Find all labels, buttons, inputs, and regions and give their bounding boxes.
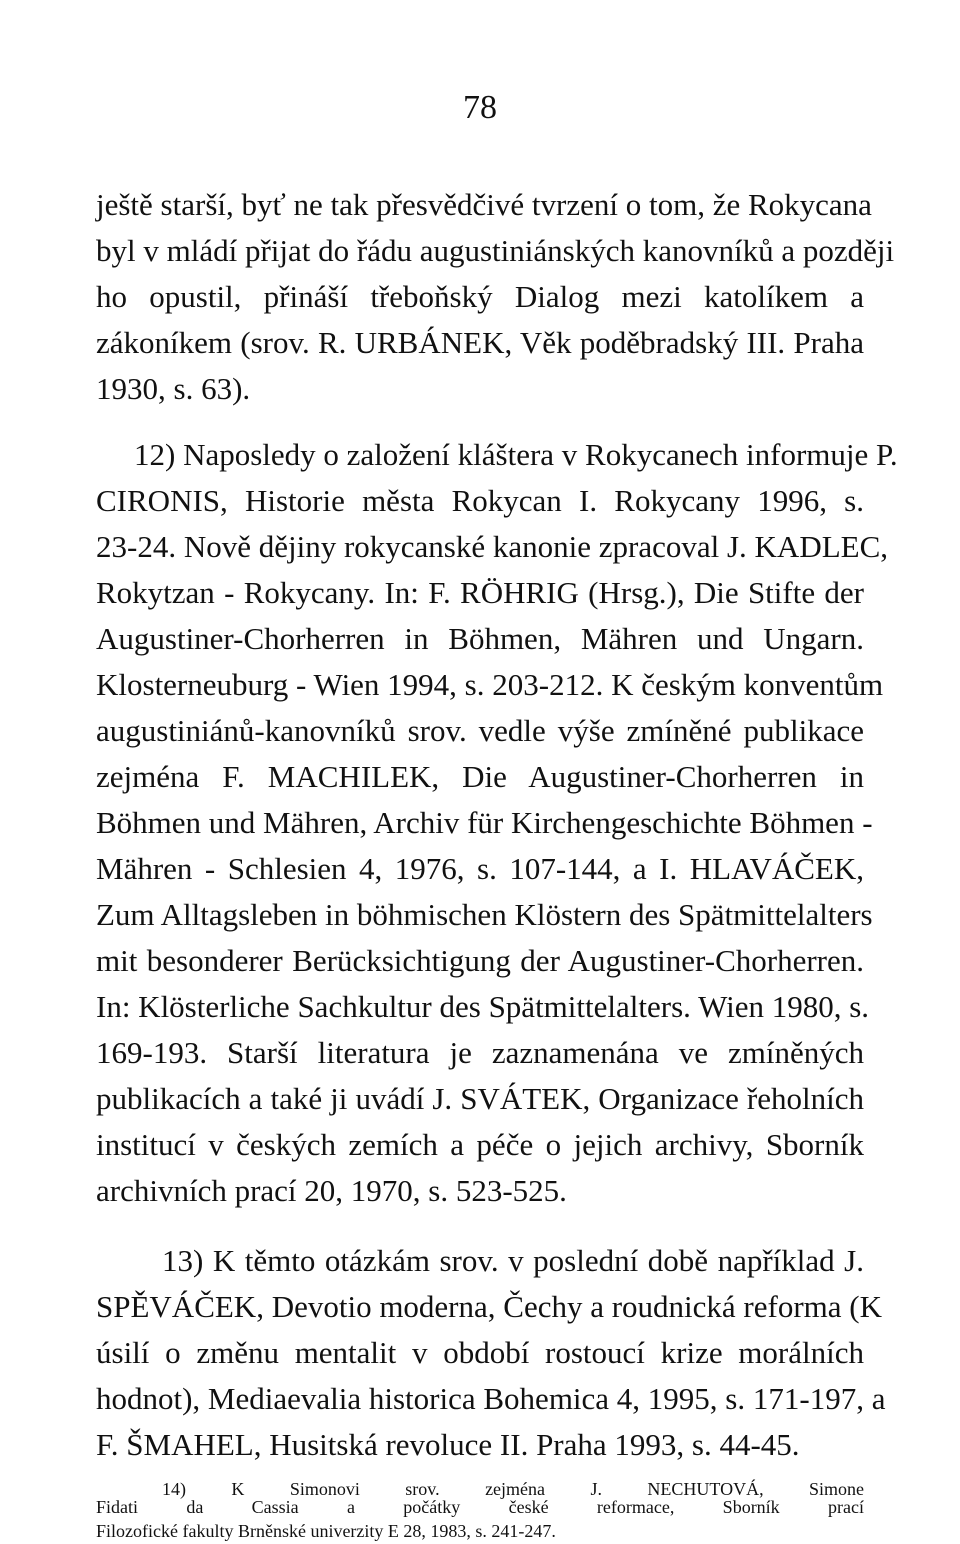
text-line: Filozofické fakulty Brněnské univerzity E 28, 1983, s. 241-247. — [96, 1521, 556, 1541]
text-line: institucí v českých zemích a péče o jejich archivy, Sborník — [96, 1127, 864, 1162]
footnote-12-first-line: 12) Naposledy o založení kláštera v Rokycanech informuje P. — [134, 437, 898, 472]
text-line: zákoníkem (srov. R. URBÁNEK, Věk poděbradský III. Praha — [96, 325, 864, 360]
text-line: ještě starší, byť ne tak přesvědčivé tvrzení o tom, že Rokycana — [96, 187, 872, 222]
text-line: Zum Alltagsleben in böhmischen Klöstern des Spätmittelalters — [96, 897, 873, 932]
footnote-13-first-line: 13) K těmto otázkám srov. v poslední době například J. — [162, 1243, 864, 1278]
footnote-14-first-line: 14) K Simonovi srov. zejména J. NECHUTOVÁ, Simone — [162, 1479, 864, 1499]
text-line: Klosterneuburg - Wien 1994, s. 203-212. K českým konventům — [96, 667, 884, 702]
text-line: augustiniánů-kanovníků srov. vedle výše zmíněné publikace — [96, 713, 864, 748]
text-line: 1930, s. 63). — [96, 371, 251, 406]
text-line: úsilí o změnu mentalit v období rostoucí krize morálních — [96, 1335, 864, 1370]
text-line: Augustiner-Chorherren in Böhmen, Mähren und Ungarn. — [96, 621, 864, 656]
text-line: In: Klösterliche Sachkultur des Spätmittelalters. Wien 1980, s. — [96, 989, 870, 1024]
text-line: Rokytzan - Rokycany. In: F. RÖHRIG (Hrsg.), Die Stifte der — [96, 575, 864, 610]
text-line: SPĚVÁČEK, Devotio moderna, Čechy a roudnická reforma (K — [96, 1289, 882, 1324]
text-line: publikacích a také ji uvádí J. SVÁTEK, Organizace řeholních — [96, 1081, 864, 1116]
text-line: Böhmen und Mähren, Archiv für Kirchengeschichte Böhmen - — [96, 805, 873, 840]
text-line: archivních prací 20, 1970, s. 523-525. — [96, 1173, 567, 1208]
text-line: ho opustil, přináší třeboňský Dialog mezi katolíkem a — [96, 279, 864, 314]
text-line: hodnot), Mediaevalia historica Bohemica 4, 1995, s. 171-197, a — [96, 1381, 886, 1416]
text-line: byl v mládí přijat do řádu augustiniánských kanovníků a později — [96, 233, 895, 268]
text-line: Fidati da Cassia a počátky české reformace, Sborník prací — [96, 1497, 864, 1517]
text-line: Mähren - Schlesien 4, 1976, s. 107-144, a I. HLAVÁČEK, — [96, 851, 864, 886]
text-line: CIRONIS, Historie města Rokycan I. Rokycany 1996, s. — [96, 483, 864, 518]
page-number: 78 — [463, 89, 497, 126]
text-line: 169-193. Starší literatura je zaznamenána ve zmíněných — [96, 1035, 864, 1070]
text-line: 23-24. Nově dějiny rokycanské kanonie zpracoval J. KADLEC, — [96, 529, 888, 564]
text-line: mit besonderer Berücksichtigung der Augustiner-Chorherren. — [96, 943, 864, 978]
text-line: F. ŠMAHEL, Husitská revoluce II. Praha 1993, s. 44-45. — [96, 1427, 800, 1462]
text-line: zejména F. MACHILEK, Die Augustiner-Chorherren in — [96, 759, 864, 794]
